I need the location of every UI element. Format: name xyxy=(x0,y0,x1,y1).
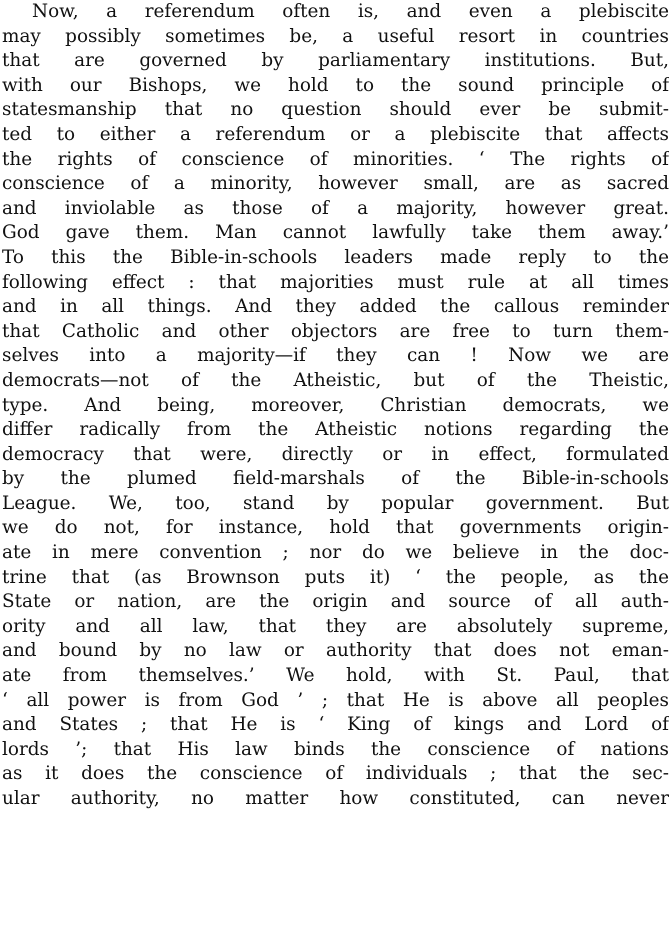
text-line: ate in mere convention ; nor do we believe in the doc- xyxy=(2,542,669,564)
text-line: we do not, for instance, hold that governments origin- xyxy=(2,517,669,539)
text-line: ular authority, no matter how constituted, can never xyxy=(2,788,669,809)
text-line: League. We, too, stand by popular government. But xyxy=(2,492,669,514)
text-line: democracy that were, directly or in effect, formulated xyxy=(2,443,669,465)
text-line: and inviolable as those of a majority, however great. xyxy=(2,197,669,219)
text-line: and bound by no law or authority that does not eman- xyxy=(2,640,669,662)
text-line: ate from themselves.’ We hold, with St. Paul, that xyxy=(2,665,669,687)
text-line: may possibly sometimes be, a useful resort in countries xyxy=(2,25,669,47)
text-line: the rights of conscience of minorities. ‘ The rights of xyxy=(2,148,669,170)
text-line: ted to either a referendum or a plebiscite that affects xyxy=(2,123,669,145)
text-line: with our Bishops, we hold to the sound principle of xyxy=(2,74,669,96)
text-line: ‘ all power is from God ’ ; that He is above all peoples xyxy=(2,689,669,711)
text-line: that are governed by parliamentary institutions. But, xyxy=(2,50,669,72)
text-line: selves into a majority—if they can ! Now we are xyxy=(2,345,669,367)
text-line: God gave them. Man cannot lawfully take them away.’ xyxy=(2,222,669,244)
text-line: ority and all law, that they are absolutely supreme, xyxy=(2,615,669,637)
text-line: lords ’; that His law binds the conscience of nations xyxy=(2,738,669,760)
text-line: trine that (as Brownson puts it) ‘ the people, as the xyxy=(2,566,669,588)
text-line: and States ; that He is ‘ King of kings and Lord of xyxy=(2,714,669,736)
text-line: State or nation, are the origin and source of all auth- xyxy=(2,591,669,613)
text-line: conscience of a minority, however small, are as sacred xyxy=(2,173,669,195)
text-line: that Catholic and other objectors are free to turn them- xyxy=(2,320,669,342)
text-line: and in all things. And they added the callous reminder xyxy=(2,296,669,318)
text-line: by the plumed field-marshals of the Bible-in-schools xyxy=(2,468,669,490)
text-line: differ radically from the Atheistic notions regarding the xyxy=(2,419,669,441)
text-line: Now, a referendum often is, and even a plebiscite xyxy=(32,1,669,22)
text-column xyxy=(2,0,669,812)
text-line: type. And being, moreover, Christian democrats, we xyxy=(2,394,669,416)
text-line: democrats—not of the Atheistic, but of the Theistic, xyxy=(2,369,669,391)
text-line: following effect : that majorities must rule at all times xyxy=(2,271,669,293)
text-line: statesmanship that no question should ever be submit- xyxy=(2,99,669,121)
text-line: as it does the conscience of individuals ; that the sec- xyxy=(2,763,669,785)
text-line: To this the Bible-in-schools leaders made reply to the xyxy=(2,246,669,268)
